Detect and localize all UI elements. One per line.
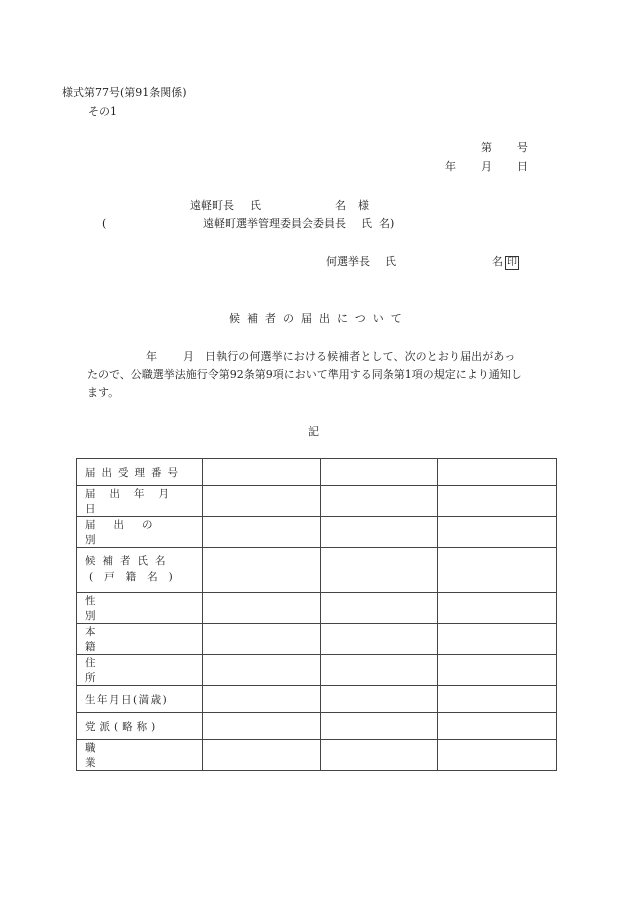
mayor-name-part1: 氏: [250, 199, 261, 212]
table-cell: [321, 548, 438, 593]
table-cell: [203, 548, 321, 593]
document-title: 候補者の届出について: [229, 312, 409, 325]
table-cell: [321, 459, 438, 486]
label-text: 届出受理番号: [85, 466, 184, 479]
row-label: [77, 740, 203, 771]
table-row: [77, 459, 557, 486]
table-cell: [203, 713, 321, 740]
table-cell: [438, 517, 557, 548]
label-text: 届出年月日: [85, 488, 183, 515]
mayor-name-part2: 名: [335, 199, 346, 212]
label-text: 候補者氏名: [85, 555, 173, 568]
sender-name-part2: [492, 256, 519, 270]
table-row: [77, 740, 557, 771]
ki-heading: 記: [308, 425, 319, 438]
table-cell: [321, 740, 438, 771]
body-line-1: 日執行の何選挙における候補者として、次のとおり届出があっ: [205, 350, 516, 363]
table-cell: [203, 486, 321, 517]
label-text: 生年月日(満歳): [85, 693, 169, 706]
row-label: [77, 548, 203, 593]
table-cell: [438, 459, 557, 486]
table-row: [77, 624, 557, 655]
label-text-sub: (戸籍名): [89, 571, 184, 583]
label-text: 届出の別: [85, 519, 171, 546]
table-row: [77, 713, 557, 740]
doc-date-day: 日: [517, 160, 528, 173]
sub-number: その1: [88, 105, 117, 118]
label-text: 性別: [85, 595, 176, 622]
row-label: [77, 655, 203, 686]
row-label: [77, 713, 203, 740]
table-row: [77, 486, 557, 517]
table-cell: [203, 517, 321, 548]
table-row: [77, 655, 557, 686]
sender-name-part2-text: 名: [492, 255, 503, 268]
table-cell: [321, 593, 438, 624]
table-cell: [438, 740, 557, 771]
committee-name-part2: 名): [379, 217, 395, 230]
body-month: 月: [183, 350, 194, 363]
table-cell: [203, 459, 321, 486]
mayor-honorific: 様: [358, 199, 369, 212]
table-cell: [438, 593, 557, 624]
form-number: 様式第77号(第91条関係): [62, 86, 187, 99]
notification-table: [76, 458, 557, 771]
row-label: [77, 686, 203, 713]
doc-date-year: 年: [445, 160, 456, 173]
table-cell: [438, 624, 557, 655]
body-line-2: たので、公職選挙法施行令第92条第9項において準用する同条第1項の規定により通知し: [87, 368, 522, 381]
label-text: 本籍: [85, 626, 176, 653]
doc-number-label-prefix: 第: [481, 141, 492, 154]
table-cell: [203, 593, 321, 624]
table-row: [77, 686, 557, 713]
body-year: 年: [146, 350, 157, 363]
table-cell: [321, 655, 438, 686]
paren-open: (: [102, 217, 107, 230]
mayor-title: 遠軽町長: [190, 199, 234, 212]
table-row: [77, 548, 557, 593]
table-cell: [203, 655, 321, 686]
sender-name-part1: 氏: [385, 255, 396, 268]
table-row: [77, 593, 557, 624]
label-text: 住所: [85, 657, 176, 684]
sender-title: 何選挙長: [326, 255, 370, 268]
table-cell: [438, 486, 557, 517]
table-row: [77, 517, 557, 548]
table-cell: [321, 517, 438, 548]
label-text: 党派(略称): [85, 720, 160, 733]
row-label: [77, 459, 203, 486]
table-cell: [203, 686, 321, 713]
row-label: [77, 624, 203, 655]
table-cell: [438, 655, 557, 686]
table-cell: [321, 624, 438, 655]
doc-date-month: 月: [481, 160, 492, 173]
table-cell: [203, 740, 321, 771]
row-label: [77, 517, 203, 548]
table-cell: [321, 686, 438, 713]
table-cell: [321, 486, 438, 517]
table-cell: [438, 548, 557, 593]
label-text: 職業: [85, 742, 176, 769]
row-label: [77, 593, 203, 624]
row-label: [77, 486, 203, 517]
table-cell: [438, 713, 557, 740]
seal-mark: 印: [507, 257, 517, 268]
table-cell: [321, 713, 438, 740]
committee-name-part1: 氏: [361, 217, 372, 230]
body-line-3: ます。: [87, 386, 120, 399]
table-cell: [203, 624, 321, 655]
committee-title: 遠軽町選挙管理委員会委員長: [203, 217, 346, 230]
doc-number-label-suffix: 号: [517, 141, 528, 154]
table-cell: [438, 686, 557, 713]
